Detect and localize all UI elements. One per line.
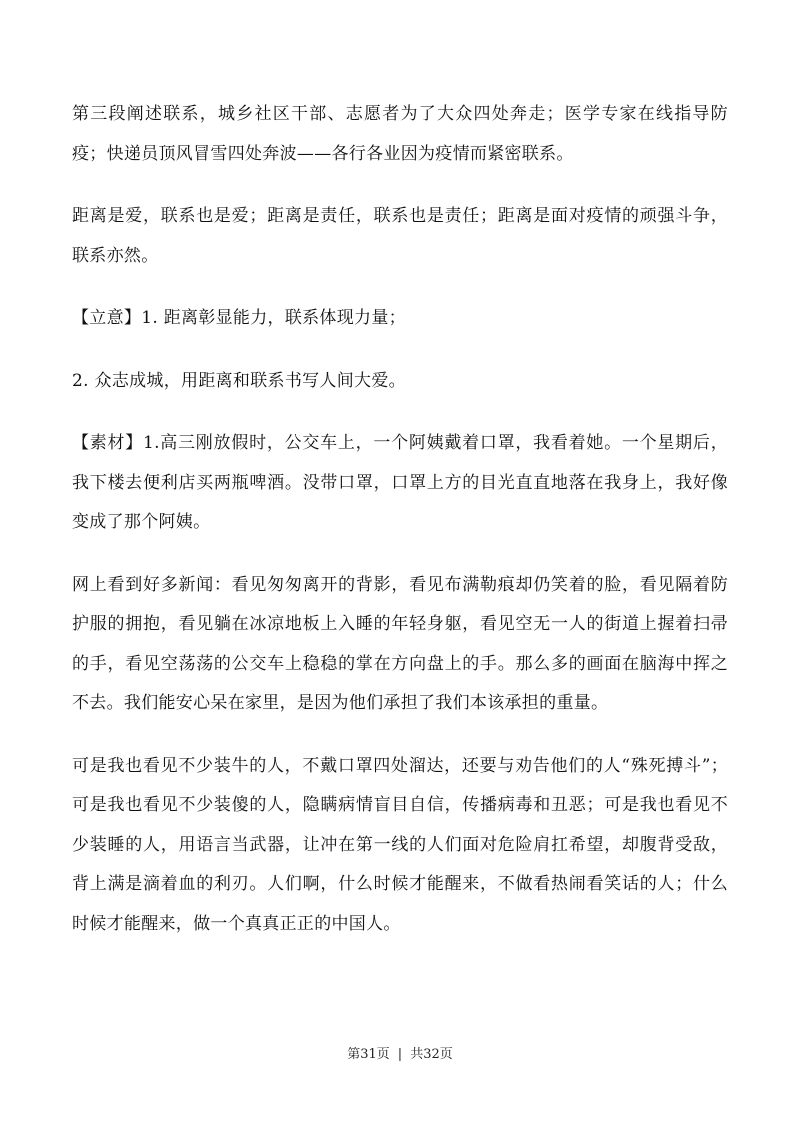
paragraph-news: 网上看到好多新闻：看见匆匆离开的背影，看见布满勒痕却仍笑着的脸，看见隔着防护服的拥抱，看见躺在冰凉地板上入睡的年轻身躯，看见空无一人的街道上握着扫帚的手，看见空荡荡的公交车上稳稳的掌在方向盘上的手。那么多的画面在脑海中挥之不去。我们能安心呆在家里，是因为他们承担了我们本该承担的重量。	[72, 574, 728, 713]
page-number-current: 第31页	[347, 1047, 390, 1062]
paragraph-critique: 可是我也看见不少装牛的人，不戴口罩四处溜达，还要与劝告他们的人“殊死搏斗”；可是我也看见不少装傻的人，隐瞒病情盲目自信，传播病毒和丑恶；可是我也看见不少装睡的人，用语言当武器，让冲在第一线的人们面对危险肩扛希望，却腹背受敌，背上满是滴着血的利刃。人们啊，什么时候才能醒来，不做看热闹看笑话的人；什么时候才能醒来，做一个真真正正的中国人。	[72, 755, 728, 934]
paragraph-theme-2: 2. 众志成城，用距离和联系书写人间大爱。	[72, 370, 406, 391]
footer-separator: |	[397, 1047, 403, 1062]
paragraph-contact: 第三段阐述联系，城乡社区干部、志愿者为了大众四处奔走；医学专家在线指导防疫；快递员顶风冒雪四处奔波——各行各业因为疫情而紧密联系。	[72, 104, 728, 164]
paragraph-theme-1: 【立意】1. 距离彰显能力，联系体现力量；	[72, 308, 406, 328]
document-body	[72, 95, 728, 944]
paragraph-distance-love: 距离是爱，联系也是爱；距离是责任，联系也是责任；距离是面对疫情的顽强斗争，联系亦然。	[72, 206, 728, 266]
page-footer	[0, 1043, 800, 1062]
paragraph-material-1: 【素材】1.高三刚放假时，公交车上，一个阿姨戴着口罩，我看着她。一个星期后，我下楼去便利店买两瓶啤酒。没带口罩，口罩上方的目光直直地落在我身上，我好像变成了那个阿姨。	[72, 433, 728, 532]
page-number-total: 共32页	[410, 1047, 453, 1062]
